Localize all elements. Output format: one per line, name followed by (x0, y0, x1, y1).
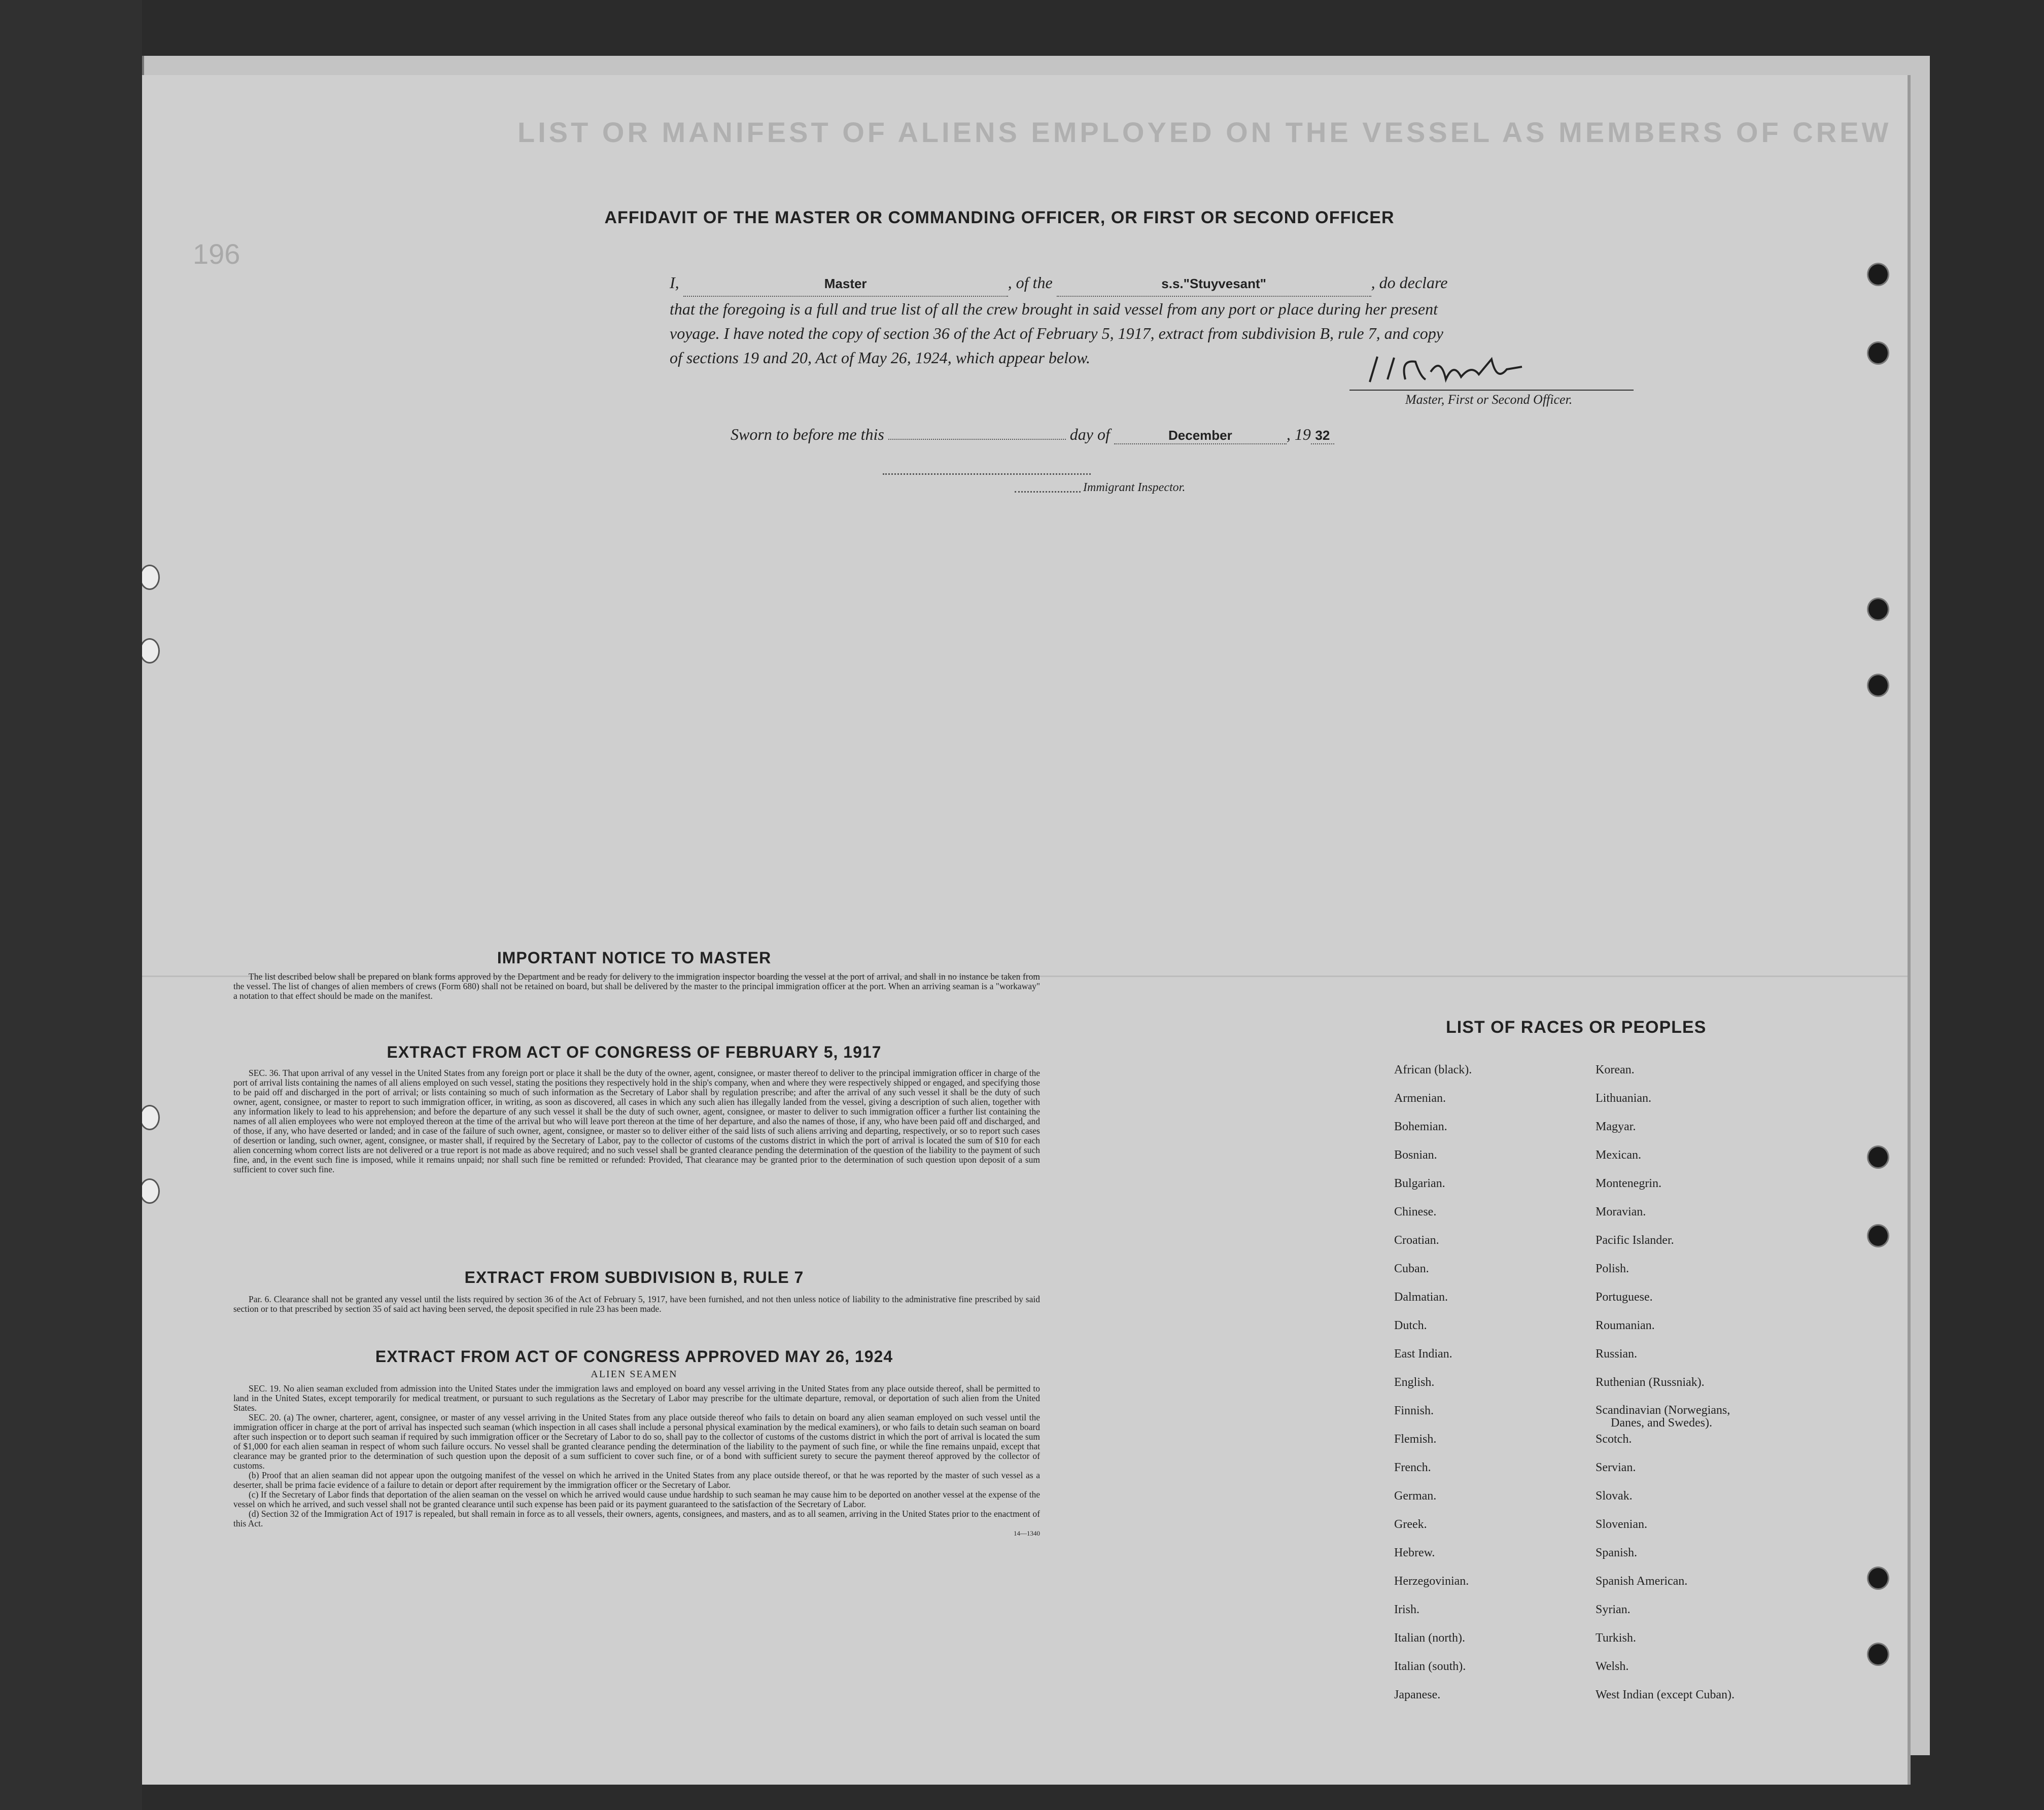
form-number: 14—1340 (1014, 1529, 1040, 1537)
inspector-line (1015, 491, 1081, 493)
race-item: Mexican. (1596, 1148, 1641, 1162)
race-item: Chinese. (1394, 1205, 1437, 1219)
punch-hole (1867, 598, 1889, 621)
race-item: Slovenian. (1596, 1518, 1647, 1531)
signature-label: Master, First or Second Officer. (1405, 392, 1573, 407)
race-item: German. (1394, 1489, 1437, 1503)
affidavit-declare: , do declare (1371, 273, 1448, 292)
race-item: African (black). (1394, 1063, 1472, 1076)
races-right-column (1596, 1063, 1735, 1717)
race-item: Herzegovinian. (1394, 1575, 1469, 1588)
extract3-paragraph: (c) If the Secretary of Labor finds that deportation of the alien seaman on the vessel on which he arrived would cause undue hardship to such seaman he may cause him to be deported on another vessel at the expense of the vessel on which he arrived, and such vessel shall not be granted clearance until such expense has been paid or its payment guaranteed to the satisfaction of the Secretary of Labor. (233, 1489, 1040, 1509)
race-item: Cuban. (1394, 1262, 1429, 1275)
punch-hole (1867, 1567, 1889, 1590)
sworn-line (731, 425, 1334, 444)
race-item: Spanish. (1596, 1546, 1638, 1559)
race-item: West Indian (except Cuban). (1596, 1688, 1735, 1701)
notice-title: IMPORTANT NOTICE TO MASTER (497, 949, 772, 967)
race-item: Flemish. (1394, 1433, 1437, 1446)
race-item: Irish. (1394, 1603, 1419, 1616)
race-item: Montenegrin. (1596, 1177, 1661, 1190)
sworn-day-of: day of (1069, 425, 1110, 443)
vessel-name-field: s.s."Stuyvesant" (1057, 271, 1371, 297)
extract2-text (233, 1295, 1040, 1314)
notice-paragraph: The list described below shall be prepared on blank forms approved by the Department and be ready for delivery to the immigration inspector boarding the vessel at the port of arrival, and shall in no instance be taken from the vessel. The list of changes of alien members of crews (Form 680) shall not be retained on board, but shall be delivered by the master to the principal immigration officer at the port. When an arriving seaman is a "workaway" a notation to that effect should be made on the manifest. (233, 971, 1040, 1001)
race-item: Syrian. (1596, 1603, 1631, 1616)
sworn-month-field: December (1114, 428, 1287, 444)
race-item: Pacific Islander. (1596, 1234, 1674, 1247)
race-item: Turkish. (1596, 1631, 1636, 1645)
punch-hole (142, 638, 160, 664)
extract3-paragraph: (d) Section 32 of the Immigration Act of 1917 is repealed, but shall remain in force as to all vessels, their owners, agents, consignees, and masters, and as to all seamen, arriving in the United States prior to the enactment of this Act. (233, 1509, 1040, 1528)
punch-hole (142, 1178, 160, 1204)
punch-hole (1867, 1643, 1889, 1666)
race-item: Russian. (1596, 1347, 1638, 1361)
race-item: Scotch. (1596, 1433, 1632, 1446)
scan-background (0, 0, 142, 1810)
extract3-subtitle: ALIEN SEAMEN (591, 1369, 678, 1380)
extract2-title: EXTRACT FROM SUBDIVISION B, RULE 7 (464, 1268, 804, 1286)
race-item: Bohemian. (1394, 1120, 1447, 1133)
race-item: Servian. (1596, 1461, 1636, 1474)
affidavit-intro: I, (670, 273, 679, 292)
extract3-paragraph: (b) Proof that an alien seaman did not appear upon the outgoing manifest of the vessel on which he arrived in the United States from any place outside thereof, or that he was reported by the master of such vessel as a deserter, shall be prima facie evidence of a failure to detain or deport after requirement by the immigration officer or the Secretary of Labor. (233, 1470, 1040, 1490)
extract3-text (233, 1384, 1040, 1538)
races-left-column (1394, 1063, 1472, 1717)
punch-hole (1867, 674, 1889, 697)
master-signature (1339, 352, 1623, 392)
race-item: Japanese. (1394, 1688, 1441, 1701)
race-item: Roumanian. (1596, 1319, 1655, 1332)
punch-hole (1867, 341, 1889, 365)
races-title: LIST OF RACES OR PEOPLES (1446, 1018, 1707, 1037)
punch-hole (1867, 263, 1889, 286)
race-item: Bulgarian. (1394, 1177, 1445, 1190)
inspector-signature-line (883, 473, 1091, 475)
affidavit-line-4: of sections 19 and 20, Act of May 26, 1924, which appear below. (670, 349, 1090, 367)
race-item: Greek. (1394, 1518, 1427, 1531)
race-item: Polish. (1596, 1262, 1630, 1275)
race-item: English. (1394, 1376, 1435, 1389)
race-item: Korean. (1596, 1063, 1635, 1076)
punch-hole (1867, 1224, 1889, 1247)
signature-line (1349, 390, 1634, 391)
race-item: East Indian. (1394, 1347, 1452, 1361)
inspector-label: Immigrant Inspector. (1083, 481, 1186, 494)
race-item: Italian (south). (1394, 1660, 1466, 1673)
race-item: Armenian. (1394, 1092, 1446, 1105)
sworn-prefix: Sworn to before me this (731, 425, 884, 443)
extract1-paragraph: SEC. 36. That upon arrival of any vessel in the United States from any foreign port or place it shall be the duty of the owner, agent, consignee, or master thereof to deliver to the principal immigration officer in charge of the port of arrival lists containing the names of all aliens employed on such vessel, stating the positions they respectively hold in the ship's company, when and where they were respectively shipped or engaged, and specifying those to be paid off and discharged in the port of arrival; or lists containing so much of such information as the Secretary of Labor shall by regulation prescribe; and after the arrival of any such vessel it shall be the duty of such owner, agent, consignee, or master to report to such immigration officer, in writing, as soon as discovered, all cases in which any such alien has illegally landed from the vessel, giving a description of such alien, together with any information likely to lead to his apprehension; and before the departure of any such vessel it shall be the duty of such owner, agent, consignee, or master to deliver to such immigration officer a further list containing the names of all alien employees who were not employed thereon at the time of the arrival but who will leave port thereon at the time of her departure, and also the names of those, if any, who have been paid off and discharged, and of those, if any, who have deserted or landed; and in case of the failure of such owner, agent, consignee, or master so to deliver either of the said lists of such aliens arriving and departing, respectively, or so to report such cases of desertion or landing, such owner, agent, consignee, or master shall, if required by the Secretary of Labor, pay to the collector of customs of the customs district in which the port of arrival is located the sum of $10 for each alien concerning whom correct lists are not delivered or a true report is not made as above required; and no such vessel shall be granted clearance pending the determination of the question of the liability to the payment of such fine, and, in the event such fine is imposed, while it remains unpaid; nor shall such fine be remitted or refunded: Provided, That clearance may be granted prior to the determination of such question upon deposit of a sum sufficient to cover such fine. (233, 1068, 1040, 1174)
punch-hole (142, 565, 160, 590)
race-item: Dutch. (1394, 1319, 1427, 1332)
affidavit-line-2: that the foregoing is a full and true list of all the crew brought in said vessel from any port or place during her present (670, 300, 1438, 318)
extract3-title: EXTRACT FROM ACT OF CONGRESS APPROVED MAY 26, 1924 (375, 1347, 893, 1366)
race-item: Magyar. (1596, 1120, 1636, 1133)
sworn-year-field: 32 (1311, 428, 1334, 444)
affidavit-of-the: , of the (1008, 273, 1053, 292)
race-item: Ruthenian (Russniak). (1596, 1376, 1705, 1389)
race-item: Spanish American. (1596, 1575, 1688, 1588)
race-item: Welsh. (1596, 1660, 1629, 1673)
race-item: Croatian. (1394, 1234, 1439, 1247)
ghost-header: LIST OR MANIFEST OF ALIENS EMPLOYED ON THE VESSEL AS MEMBERS OF CREW (517, 116, 1892, 148)
punch-hole (1867, 1145, 1889, 1169)
race-item: Portuguese. (1596, 1291, 1653, 1304)
race-item: Bosnian. (1394, 1148, 1437, 1162)
race-item: Italian (north). (1394, 1631, 1465, 1645)
race-item: Scandinavian (Norwegians, (1596, 1404, 1730, 1417)
extract1-title: EXTRACT FROM ACT OF CONGRESS OF FEBRUARY 5, 1917 (387, 1043, 882, 1061)
sworn-year-prefix: , 19 (1286, 425, 1311, 443)
master-name-field: Master (683, 271, 1008, 297)
race-item: Dalmatian. (1394, 1291, 1448, 1304)
race-item: French. (1394, 1461, 1431, 1474)
affidavit-line-3: voyage. I have noted the copy of section 36 of the Act of February 5, 1917, extract from subdivision B, rule 7, and copy (670, 324, 1443, 342)
race-item: Lithuanian. (1596, 1092, 1651, 1105)
race-item: Hebrew. (1394, 1546, 1435, 1559)
race-item: Moravian. (1596, 1205, 1646, 1219)
extract3-paragraph: SEC. 20. (a) The owner, charterer, agent, consignee, or master of any vessel arriving in the United States from any place outside thereof who fails to detain on board any alien seaman employed on such vessel until the immigration officer in charge at the port of arrival has inspected such seaman (which inspection in all cases shall include a personal physical examination by the medical examiners), or who fails to detain such seaman on board after such inspection or to deport such seaman if required by such immigration officer or the Secretary of Labor to do so, shall pay to the collector of customs of the customs district in which the port of arrival is located the sum of $1,000 for each alien seaman in respect of whom such failure occurs. No vessel shall be granted clearance pending the determination of the liability to the payment of such fine, or while the fine remains unpaid, except that clearance may be granted prior to the determination of such question upon the deposit of a sum sufficient to cover such fine, or of a bond with sufficient surety to secure the payment thereof approved by the collector of customs. (233, 1412, 1040, 1471)
extract3-paragraph: SEC. 19. No alien seaman excluded from admission into the United States under the immigration laws and employed on board any vessel arriving in the United States from any place outside thereof, shall be permitted to land in the United States, except temporarily for medical treatment, or pursuant to such regulations as the Secretary of Labor may prescribe for the ultimate departure, removal, or deportation of such alien from the United States. (233, 1383, 1040, 1413)
punch-hole (142, 1105, 160, 1130)
ghost-page-number: 196 (193, 238, 240, 270)
extract2-paragraph: Par. 6. Clearance shall not be granted any vessel until the lists required by section 36 of the Act of February 5, 1917, have been furnished, and not then unless notice of liability to the administrative fine prescribed by said section or to that prescribed by section 35 of said act having been served, the deposit specified in rule 23 has been made. (233, 1294, 1040, 1314)
extract1-text (233, 1068, 1040, 1174)
sworn-day-field (888, 439, 1066, 440)
race-item: Finnish. (1394, 1404, 1434, 1417)
race-item: Slovak. (1596, 1489, 1633, 1503)
notice-text (233, 972, 1040, 1001)
document-page (142, 75, 1908, 1785)
affidavit-line-1 (670, 270, 1669, 297)
race-item: Danes, and Swedes). (1611, 1416, 1712, 1430)
affidavit-title: AFFIDAVIT OF THE MASTER OR COMMANDING OFFICER, OR FIRST OR SECOND OFFICER (604, 208, 1395, 227)
